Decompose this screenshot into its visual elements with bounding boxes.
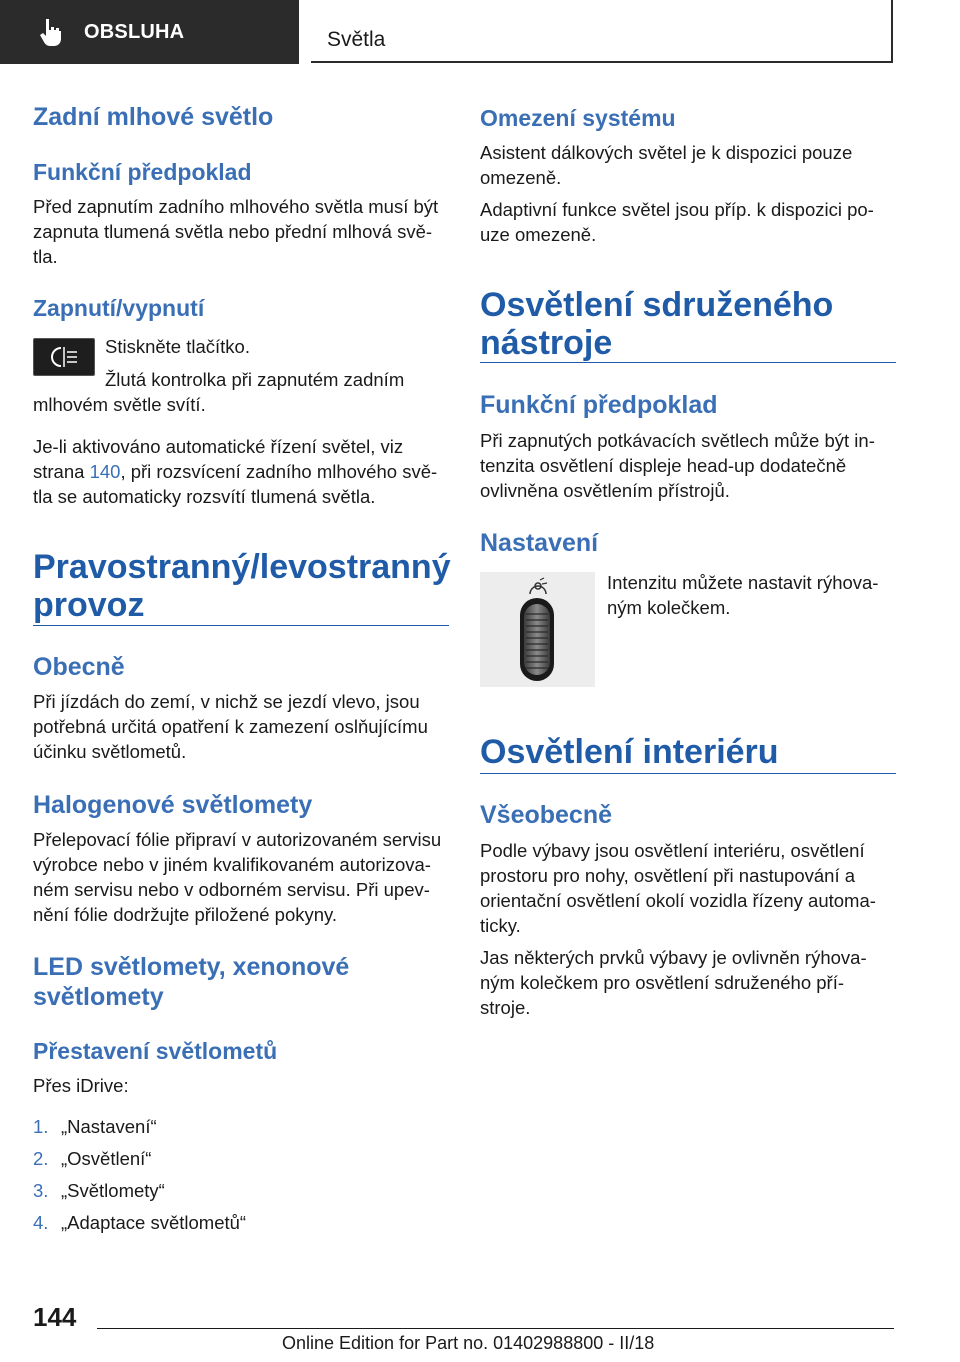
section-label: OBSLUHA	[84, 20, 185, 43]
paragraph-function-requirement: Před zapnutím zadního mlhového světla musí být zapnuta tlumená světla nebo přední mlhová svě- tla.	[33, 196, 439, 267]
list-item: 1. „Nastavení“	[33, 1116, 157, 1137]
paragraph-settings: Intenzitu můžete nastavit rýhova- ným kolečkem.	[607, 572, 879, 618]
heading-system-limits: Omezení systému	[480, 105, 676, 131]
page-reference-link[interactable]: 140	[89, 461, 121, 482]
paragraph-automatic-control: Je-li aktivováno automatické řízení světel, viz strana 140, při rozsvícení zadního mlhového svě- tla se automaticky rozsvítí tlumená světla.	[33, 436, 438, 507]
heading-led-xenon: LED světlomety, xenonové světlomety	[33, 953, 350, 1011]
heading-halogen-headlights: Halogenové světlomety	[33, 791, 313, 819]
hand-pointer-icon	[38, 17, 64, 47]
footer-edition: Online Edition for Part no. 01402988800 - II/18	[282, 1333, 655, 1353]
steps-list	[33, 1114, 449, 1235]
paragraph-general: Při jízdách do zemí, v nichž se jezdí vlevo, jsou potřebná určitá opatření k zamezení oslňujícímu účinku světlometů.	[33, 691, 428, 762]
heading-interior-lighting: Osvětlení interiéru	[480, 733, 779, 771]
paragraph-brightness: Jas některých prvků výbavy je ovlivněn rýhova- ným kolečkem pro osvětlení sdruženého pří- stroje.	[480, 947, 867, 1018]
heading-traffic-side: Pravostranný/levostranný provoz	[33, 548, 451, 624]
heading-general: Obecně	[33, 653, 125, 681]
text-via-idrive: Přes iDrive:	[33, 1075, 129, 1096]
thumbwheel-image	[480, 572, 595, 687]
heading-function-requirement-2: Funkční předpoklad	[480, 391, 718, 419]
thumbwheel-icon	[480, 572, 595, 687]
paragraph-yellow-indicator: Žlutá kontrolka při zapnutém zadním mlhovém světle svítí.	[33, 369, 405, 415]
heading-rear-fog-light: Zadní mlhové světlo	[33, 103, 274, 131]
heading-headlight-adjust: Přestavení světlometů	[33, 1038, 278, 1064]
list-item: 3. „Světlomety“	[33, 1180, 165, 1201]
heading-settings: Nastavení	[480, 529, 599, 557]
heading-instrument-cluster-lighting: Osvětlení sdruženého nástroje	[480, 286, 834, 362]
footer-divider	[97, 1328, 894, 1329]
list-item: 2. „Osvětlení“	[33, 1148, 152, 1169]
paragraph-overview: Podle výbavy jsou osvětlení interiéru, osvětlení prostoru pro nohy, osvětlení při nastupování a orientační osvětlení okolí vozidla řízeny automa- ticky.	[480, 840, 876, 936]
text-press-button: Stiskněte tlačítko.	[105, 336, 250, 357]
heading-switch-on-off: Zapnutí/vypnutí	[33, 295, 205, 321]
paragraph-limits-1: Asistent dálkových světel je k dispozici pouze omezeně.	[480, 142, 853, 188]
heading-function-requirement: Funkční předpoklad	[33, 159, 252, 185]
heading-overview: Všeobecně	[480, 801, 613, 829]
rear-fog-light-icon	[47, 345, 81, 369]
paragraph-function-requirement-2: Při zapnutých potkávacích světlech může být in- tenzita osvětlení displeje head-up dodatečně ovlivněna osvětlením přístrojů.	[480, 430, 875, 501]
section-tab[interactable]	[0, 0, 299, 64]
paragraph-limits-2: Adaptivní funkce světel jsou příp. k dispozici po- uze omezeně.	[480, 199, 874, 245]
chapter-tab	[311, 0, 893, 63]
list-item: 4. „Adaptace světlometů“	[33, 1212, 247, 1233]
paragraph-halogen: Přelepovací fólie připraví v autorizovaném servisu výrobce nebo v jiném kvalifikovaném autorizova- ném servisu nebo v odborném servisu. Při upev- nění fólie dodržujte přiložené pokyny.	[33, 829, 442, 925]
page-number: 144	[33, 1302, 77, 1332]
chapter-title: Světla	[327, 28, 386, 51]
